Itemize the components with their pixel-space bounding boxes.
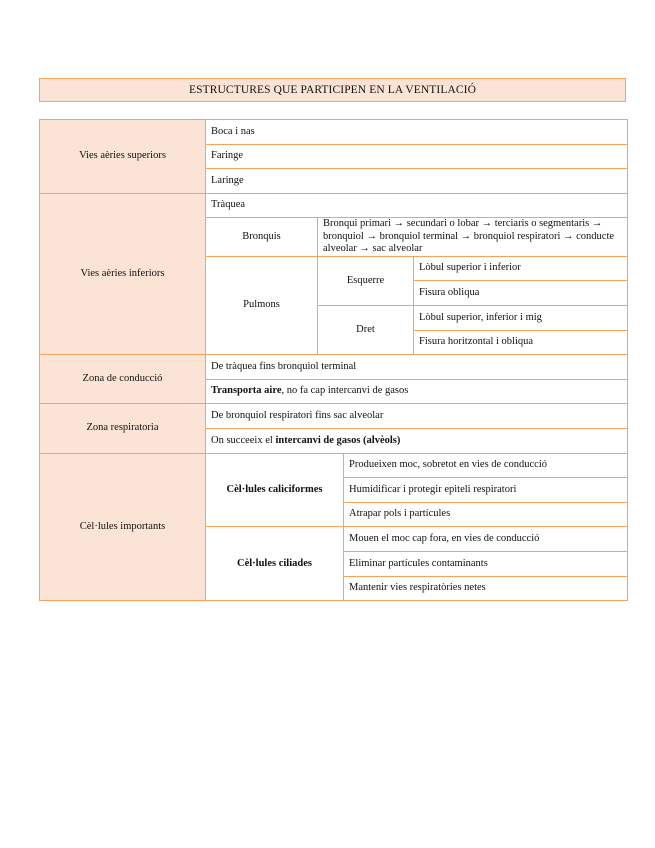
esquerre-item: Fisura obliqua	[414, 281, 628, 306]
caliciformes-label-text: Cèl·lules caliciformes	[226, 483, 323, 495]
esquerre-label: Esquerre	[318, 256, 414, 305]
caliciformes-item: Atrapar pols i partícules	[344, 502, 628, 527]
dret-item: Lòbul superior, inferior i mig	[414, 306, 628, 331]
ciliades-item: Eliminar partícules contaminants	[344, 552, 628, 577]
superior-item: Laringe	[206, 169, 628, 194]
superior-item: Boca i nas	[206, 120, 628, 145]
respiratoria-label: Zona respiratoria	[40, 404, 206, 453]
superior-item: Faringe	[206, 144, 628, 169]
caliciformes-item: Humidificar i protegir epiteli respiratori	[344, 478, 628, 503]
table-row	[40, 404, 628, 429]
superior-label: Vies aèries superiors	[40, 120, 206, 194]
structures-table	[39, 119, 628, 601]
table-row	[40, 120, 628, 145]
esquerre-item: Lòbul superior i inferior	[414, 256, 628, 281]
table-row	[40, 193, 628, 218]
table-row	[40, 355, 628, 380]
conduccio-row: De tràquea fins bronquiol terminal	[206, 355, 628, 380]
table-title-text: ESTRUCTURES QUE PARTICIPEN EN LA VENTILACIÓ	[189, 84, 476, 96]
celules-label: Cèl·lules importants	[40, 453, 206, 601]
respiratoria-pre: On succeeix el	[211, 434, 276, 446]
bronquis-text: Bronqui primari → secundari o lobar → terciaris o segmentaris → bronquiol → bronquiol terminal → bronquiol respiratori → conducte alveolar → sac alveolar	[318, 218, 628, 257]
ciliades-label	[206, 527, 344, 601]
ciliades-label-text: Cèl·lules ciliades	[237, 557, 312, 569]
bronquis-label: Bronquis	[206, 218, 318, 257]
dret-item: Fisura horitzontal i obliqua	[414, 330, 628, 355]
respiratoria-bold: intercanvi de gasos (alvèols)	[275, 434, 401, 446]
conduccio-bold: Transporta aire	[211, 385, 282, 397]
respiratoria-row	[206, 429, 628, 454]
conduccio-rest: , no fa cap intercanvi de gasos	[281, 385, 409, 397]
table-title	[39, 78, 626, 102]
traquea-cell: Tràquea	[206, 193, 628, 218]
conduccio-row	[206, 379, 628, 404]
inferior-label: Vies aèries inferiors	[40, 193, 206, 354]
pulmons-label: Pulmons	[206, 256, 318, 354]
ciliades-item: Mantenir vies respiratòries netes	[344, 576, 628, 601]
ciliades-item: Mouen el moc cap fora, en vies de conducció	[344, 527, 628, 552]
respiratoria-row: De bronquiol respiratori fins sac alveolar	[206, 404, 628, 429]
caliciformes-label	[206, 453, 344, 527]
conduccio-label: Zona de conducció	[40, 355, 206, 404]
caliciformes-item: Produeixen moc, sobretot en vies de conducció	[344, 453, 628, 478]
table-row	[40, 453, 628, 478]
dret-label: Dret	[318, 306, 414, 355]
